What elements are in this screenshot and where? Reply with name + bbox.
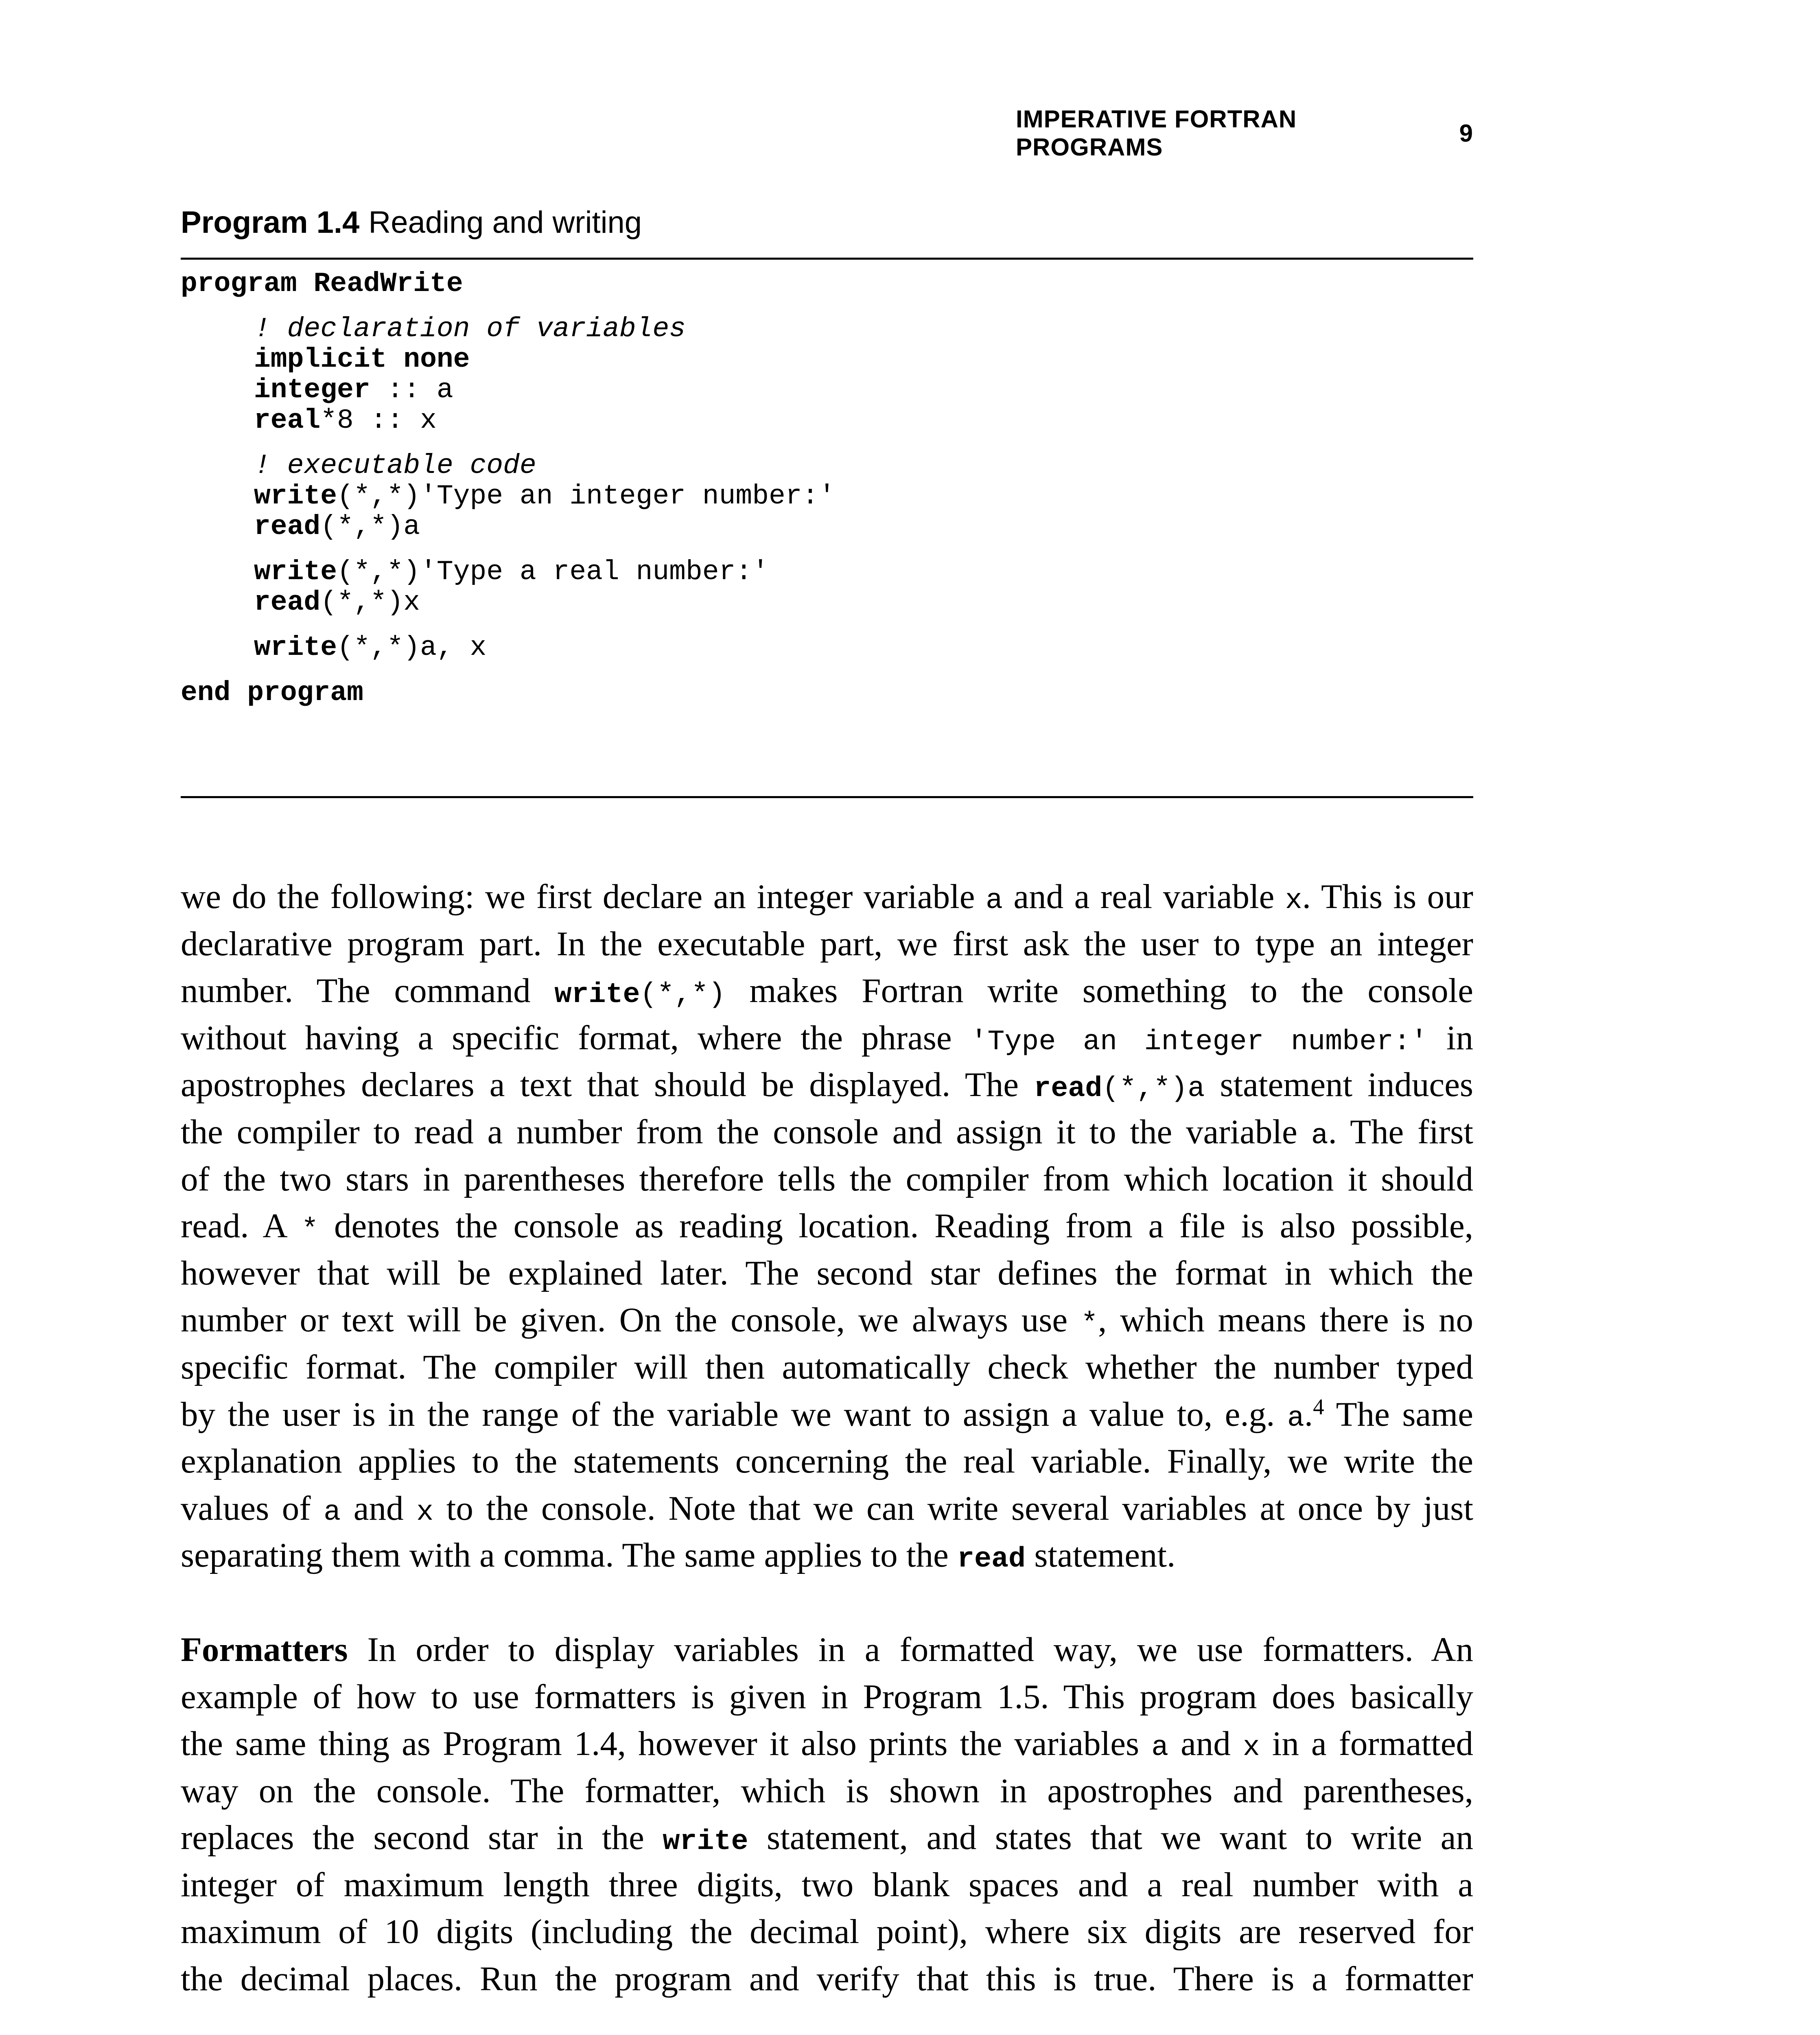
code-text: (*,*)'Type an integer number:' <box>337 481 836 512</box>
paragraph-line: the decimal places. Run the program and verify that this is true. There is a formatter <box>181 1960 1473 1998</box>
paragraph-line: example of how to use formatters is given in Program 1.5. This program does basically <box>181 1677 1473 1716</box>
code-keyword: real <box>254 405 321 436</box>
code-text: (*,*)x <box>320 587 420 618</box>
body-text <box>181 873 1473 2003</box>
page-number: 9 <box>1459 119 1473 147</box>
paragraph-line: maximum of 10 digits (including the decimal point), where six digits are reserved for <box>181 1912 1473 1951</box>
code-keyword: end program <box>181 677 363 709</box>
code-text: (*,*)a, x <box>337 632 487 663</box>
paragraph-line: read. A * denotes the console as reading location. Reading from a file is also possible, <box>181 1207 1473 1247</box>
paragraph-line: apostrophes declares a text that should be displayed. The read(*,*)a statement induces <box>181 1066 1473 1105</box>
code-keyword: write <box>254 481 337 512</box>
code-text: (*,*)'Type a real number:' <box>337 556 769 588</box>
paragraph-line: by the user is in the range of the variable we want to assign a value to, e.g. a.$^4$ The same <box>181 1394 1473 1435</box>
paragraph-line: integer of maximum length three digits, two blank spaces and a real number with a <box>181 1865 1473 1904</box>
paragraph-line: replaces the second star in the write statement, and states that we want to write an <box>181 1818 1473 1858</box>
paragraph-line: however that will be explained later. The second star defines the format in which the <box>181 1254 1473 1292</box>
code-line <box>181 314 1473 344</box>
paragraph-line: specific format. The compiler will then automatically check whether the number typed <box>181 1348 1473 1386</box>
code-line <box>181 678 1473 708</box>
code-line <box>181 481 1473 512</box>
code-keyword: read <box>254 511 321 543</box>
code-text: :: a <box>370 374 453 406</box>
code-line <box>181 587 1473 618</box>
code-listing <box>181 269 1473 708</box>
paragraph-line: explanation applies to the statements concerning the real variable. Finally, we write the <box>181 1442 1473 1481</box>
code-keyword: implicit none <box>254 344 470 375</box>
paragraph-line: the same thing as Program 1.4, however it also prints the variables a and x in a formatted <box>181 1724 1473 1764</box>
footnote-ref[interactable]: 4 <box>1313 1394 1324 1419</box>
listing-bottom-rule <box>181 796 1473 798</box>
paragraph-line: without having a specific format, where the phrase 'Type an integer number:' in <box>181 1018 1473 1058</box>
paragraph-line: we do the following: we first declare an integer variable a and a real variable x. This is our <box>181 877 1473 917</box>
code-line <box>181 512 1473 542</box>
listing-caption <box>181 202 1473 243</box>
running-header <box>1016 105 1473 161</box>
running-title: IMPERATIVE FORTRAN PROGRAMS <box>1016 105 1297 161</box>
code-text: (*,*)a <box>320 511 420 543</box>
listing-label: Program 1.4 <box>181 205 360 240</box>
code-keyword: write <box>254 556 337 588</box>
code-keyword: integer <box>254 374 370 406</box>
code-line <box>181 632 1473 663</box>
paragraph-line: number or text will be given. On the console, we always use *, which means there is no <box>181 1301 1473 1341</box>
code-comment: ! declaration of variables <box>254 313 686 345</box>
paragraph-line: declarative program part. In the executable part, we first ask the user to type an integer <box>181 924 1473 963</box>
paragraph-line: number. The command write(*,*) makes Fortran write something to the console <box>181 972 1473 1011</box>
code-line <box>181 405 1473 436</box>
code-line <box>181 269 1473 299</box>
paragraph-line: values of a and x to the console. Note that we can write several variables at once by just <box>181 1489 1473 1529</box>
section-heading: Formatters <box>181 1630 348 1669</box>
code-keyword: read <box>254 587 321 618</box>
paragraph-line: Formatters In order to display variables in a formatted way, we use formatters. An <box>181 1630 1473 1669</box>
code-line <box>181 344 1473 375</box>
code-line <box>181 557 1473 587</box>
paragraph-line: of the two stars in parentheses therefore tells the compiler from which location it should <box>181 1160 1473 1198</box>
paragraph-line: the compiler to read a number from the console and assign it to the variable a. The first <box>181 1112 1473 1152</box>
listing-top-rule <box>181 258 1473 260</box>
paragraph-line: way on the console. The formatter, which is shown in apostrophes and parentheses, <box>181 1771 1473 1810</box>
listing-title: Reading and writing <box>368 205 642 240</box>
paragraph-line: separating them with a comma. The same applies to the read statement. <box>181 1536 1176 1576</box>
code-line <box>181 375 1473 405</box>
code-line <box>181 451 1473 481</box>
code-keyword: program <box>181 268 297 300</box>
code-text: *8 :: x <box>320 405 437 436</box>
code-program-name: ReadWrite <box>297 268 463 300</box>
code-keyword: write <box>254 632 337 663</box>
code-comment: ! executable code <box>254 450 536 481</box>
